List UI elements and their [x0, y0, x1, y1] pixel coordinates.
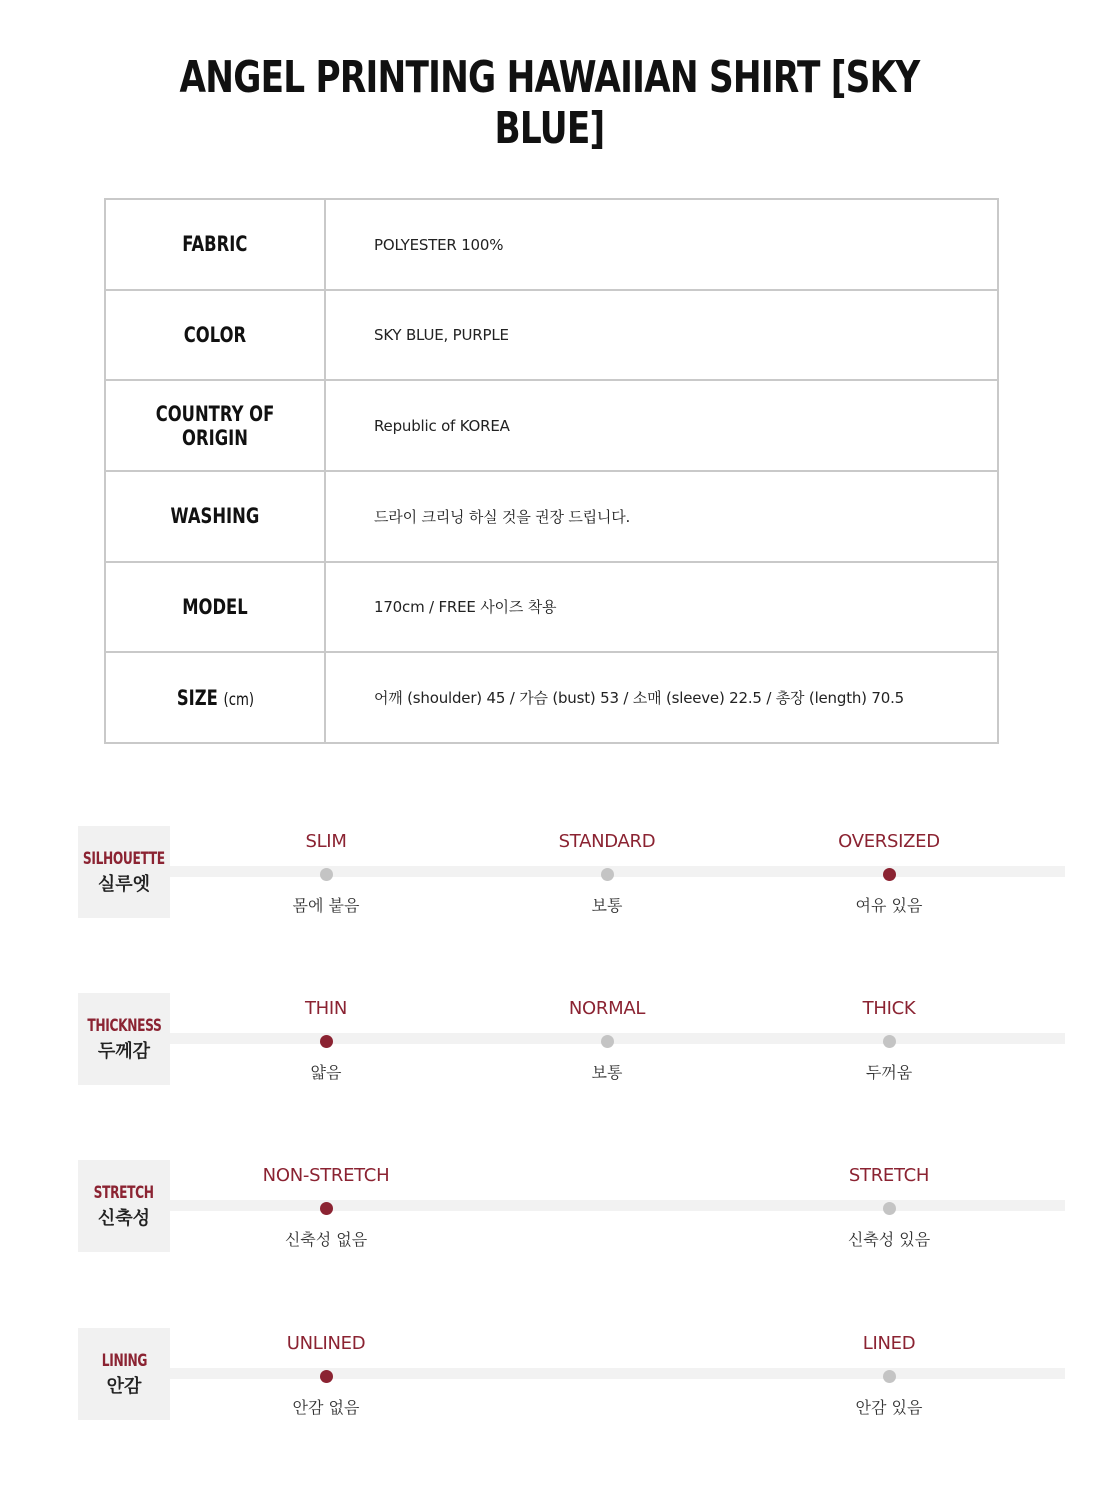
fit-option-ko: 보통: [591, 1063, 623, 1082]
fit-option-ko: 여유 있음: [855, 896, 923, 915]
spec-key: MODEL: [182, 594, 248, 619]
fit-option-ko: 안감 없음: [292, 1398, 360, 1417]
fit-label-silhouette: [78, 826, 170, 918]
spec-key: FABRIC: [182, 232, 248, 257]
fit-option-en: STANDARD: [558, 831, 656, 852]
spec-row-origin: [105, 380, 998, 471]
fit-dot: [320, 1370, 333, 1383]
fit-option-en: OVERSIZED: [838, 831, 940, 852]
fit-dot: [320, 868, 333, 881]
fit-label-ko: 두께감: [97, 1040, 151, 1062]
spec-row-washing: [105, 471, 998, 562]
fit-dot: [883, 868, 896, 881]
fit-option-ko: 두꺼움: [865, 1063, 913, 1082]
fit-label-lining: [78, 1328, 170, 1420]
fit-row-silhouette: [0, 826, 1099, 926]
fit-option-oversized: [789, 826, 989, 916]
fit-option-ko: 몸에 붙음: [292, 896, 360, 915]
spec-value: SKY BLUE, PURPLE: [374, 326, 509, 345]
fit-row-lining: [0, 1328, 1099, 1428]
fit-option-ko: 얇음: [310, 1063, 342, 1082]
fit-option-thick: [789, 993, 989, 1083]
fit-option-lined: [789, 1328, 989, 1418]
spec-row-model: [105, 562, 998, 653]
spec-row-size: [105, 652, 998, 743]
fit-dot: [601, 1035, 614, 1048]
fit-option-en: NORMAL: [568, 998, 646, 1019]
fit-option-ko: 신축성 없음: [284, 1230, 368, 1249]
spec-value: POLYESTER 100%: [374, 235, 504, 254]
fit-option-thin: [226, 993, 426, 1083]
fit-label-thickness: [78, 993, 170, 1085]
fit-option-en: NON-STRETCH: [262, 1165, 390, 1186]
spec-key: COUNTRY OF ORIGIN: [155, 401, 275, 450]
fit-option-en: STRETCH: [848, 1165, 930, 1186]
fit-option-ko: 신축성 있음: [847, 1230, 931, 1249]
fit-option-en: THICK: [862, 998, 916, 1019]
fit-option-en: UNLINED: [286, 1333, 366, 1354]
fit-label-en: THICKNESS: [86, 1015, 162, 1036]
spec-key: COLOR: [183, 322, 247, 347]
fit-dot: [883, 1370, 896, 1383]
fit-dot: [883, 1035, 896, 1048]
fit-dot: [883, 1202, 896, 1215]
spec-value: Republic of KOREA: [374, 417, 510, 436]
product-title: ANGEL PRINTING HAWAIIAN SHIRT [SKY BLUE]: [179, 52, 920, 154]
fit-label-ko: 신축성: [97, 1207, 151, 1229]
fit-option-unlined: [226, 1328, 426, 1418]
fit-dot: [320, 1035, 333, 1048]
fit-option-ko: 안감 있음: [855, 1398, 923, 1417]
fit-option-stretch: [789, 1160, 989, 1250]
fit-dot: [601, 868, 614, 881]
fit-label-ko: 실루엣: [97, 873, 151, 895]
spec-table: [104, 198, 999, 744]
spec-value: 170cm / FREE 사이즈 착용: [374, 598, 557, 617]
spec-key: [176, 686, 253, 710]
spec-value: 어깨 (shoulder) 45 / 가슴 (bust) 53 / 소매 (sleeve) 22.5 / 총장 (length) 70.5: [374, 689, 904, 708]
fit-label-ko: 안감: [106, 1375, 142, 1397]
fit-option-non-stretch: [226, 1160, 426, 1250]
spec-key-text: SIZE: [176, 685, 218, 710]
fit-label-en: SILHOUETTE: [83, 848, 165, 869]
fit-row-stretch: [0, 1160, 1099, 1260]
spec-row-fabric: [105, 199, 998, 290]
fit-option-slim: [226, 826, 426, 916]
spec-key-unit: (cm): [223, 689, 254, 710]
fit-option-en: SLIM: [305, 831, 347, 852]
fit-label-stretch: [78, 1160, 170, 1252]
fit-option-standard: [507, 826, 707, 916]
fit-option-normal: [507, 993, 707, 1083]
spec-key: WASHING: [170, 504, 260, 529]
fit-row-thickness: [0, 993, 1099, 1093]
fit-option-en: LINED: [862, 1333, 916, 1354]
spec-row-color: [105, 290, 998, 381]
fit-label-en: STRETCH: [93, 1182, 155, 1203]
spec-value: 드라이 크리닝 하실 것을 권장 드립니다.: [374, 507, 631, 526]
fit-option-en: THIN: [304, 998, 348, 1019]
fit-option-ko: 보통: [591, 896, 623, 915]
fit-label-en: LINING: [101, 1350, 147, 1371]
fit-dot: [320, 1202, 333, 1215]
